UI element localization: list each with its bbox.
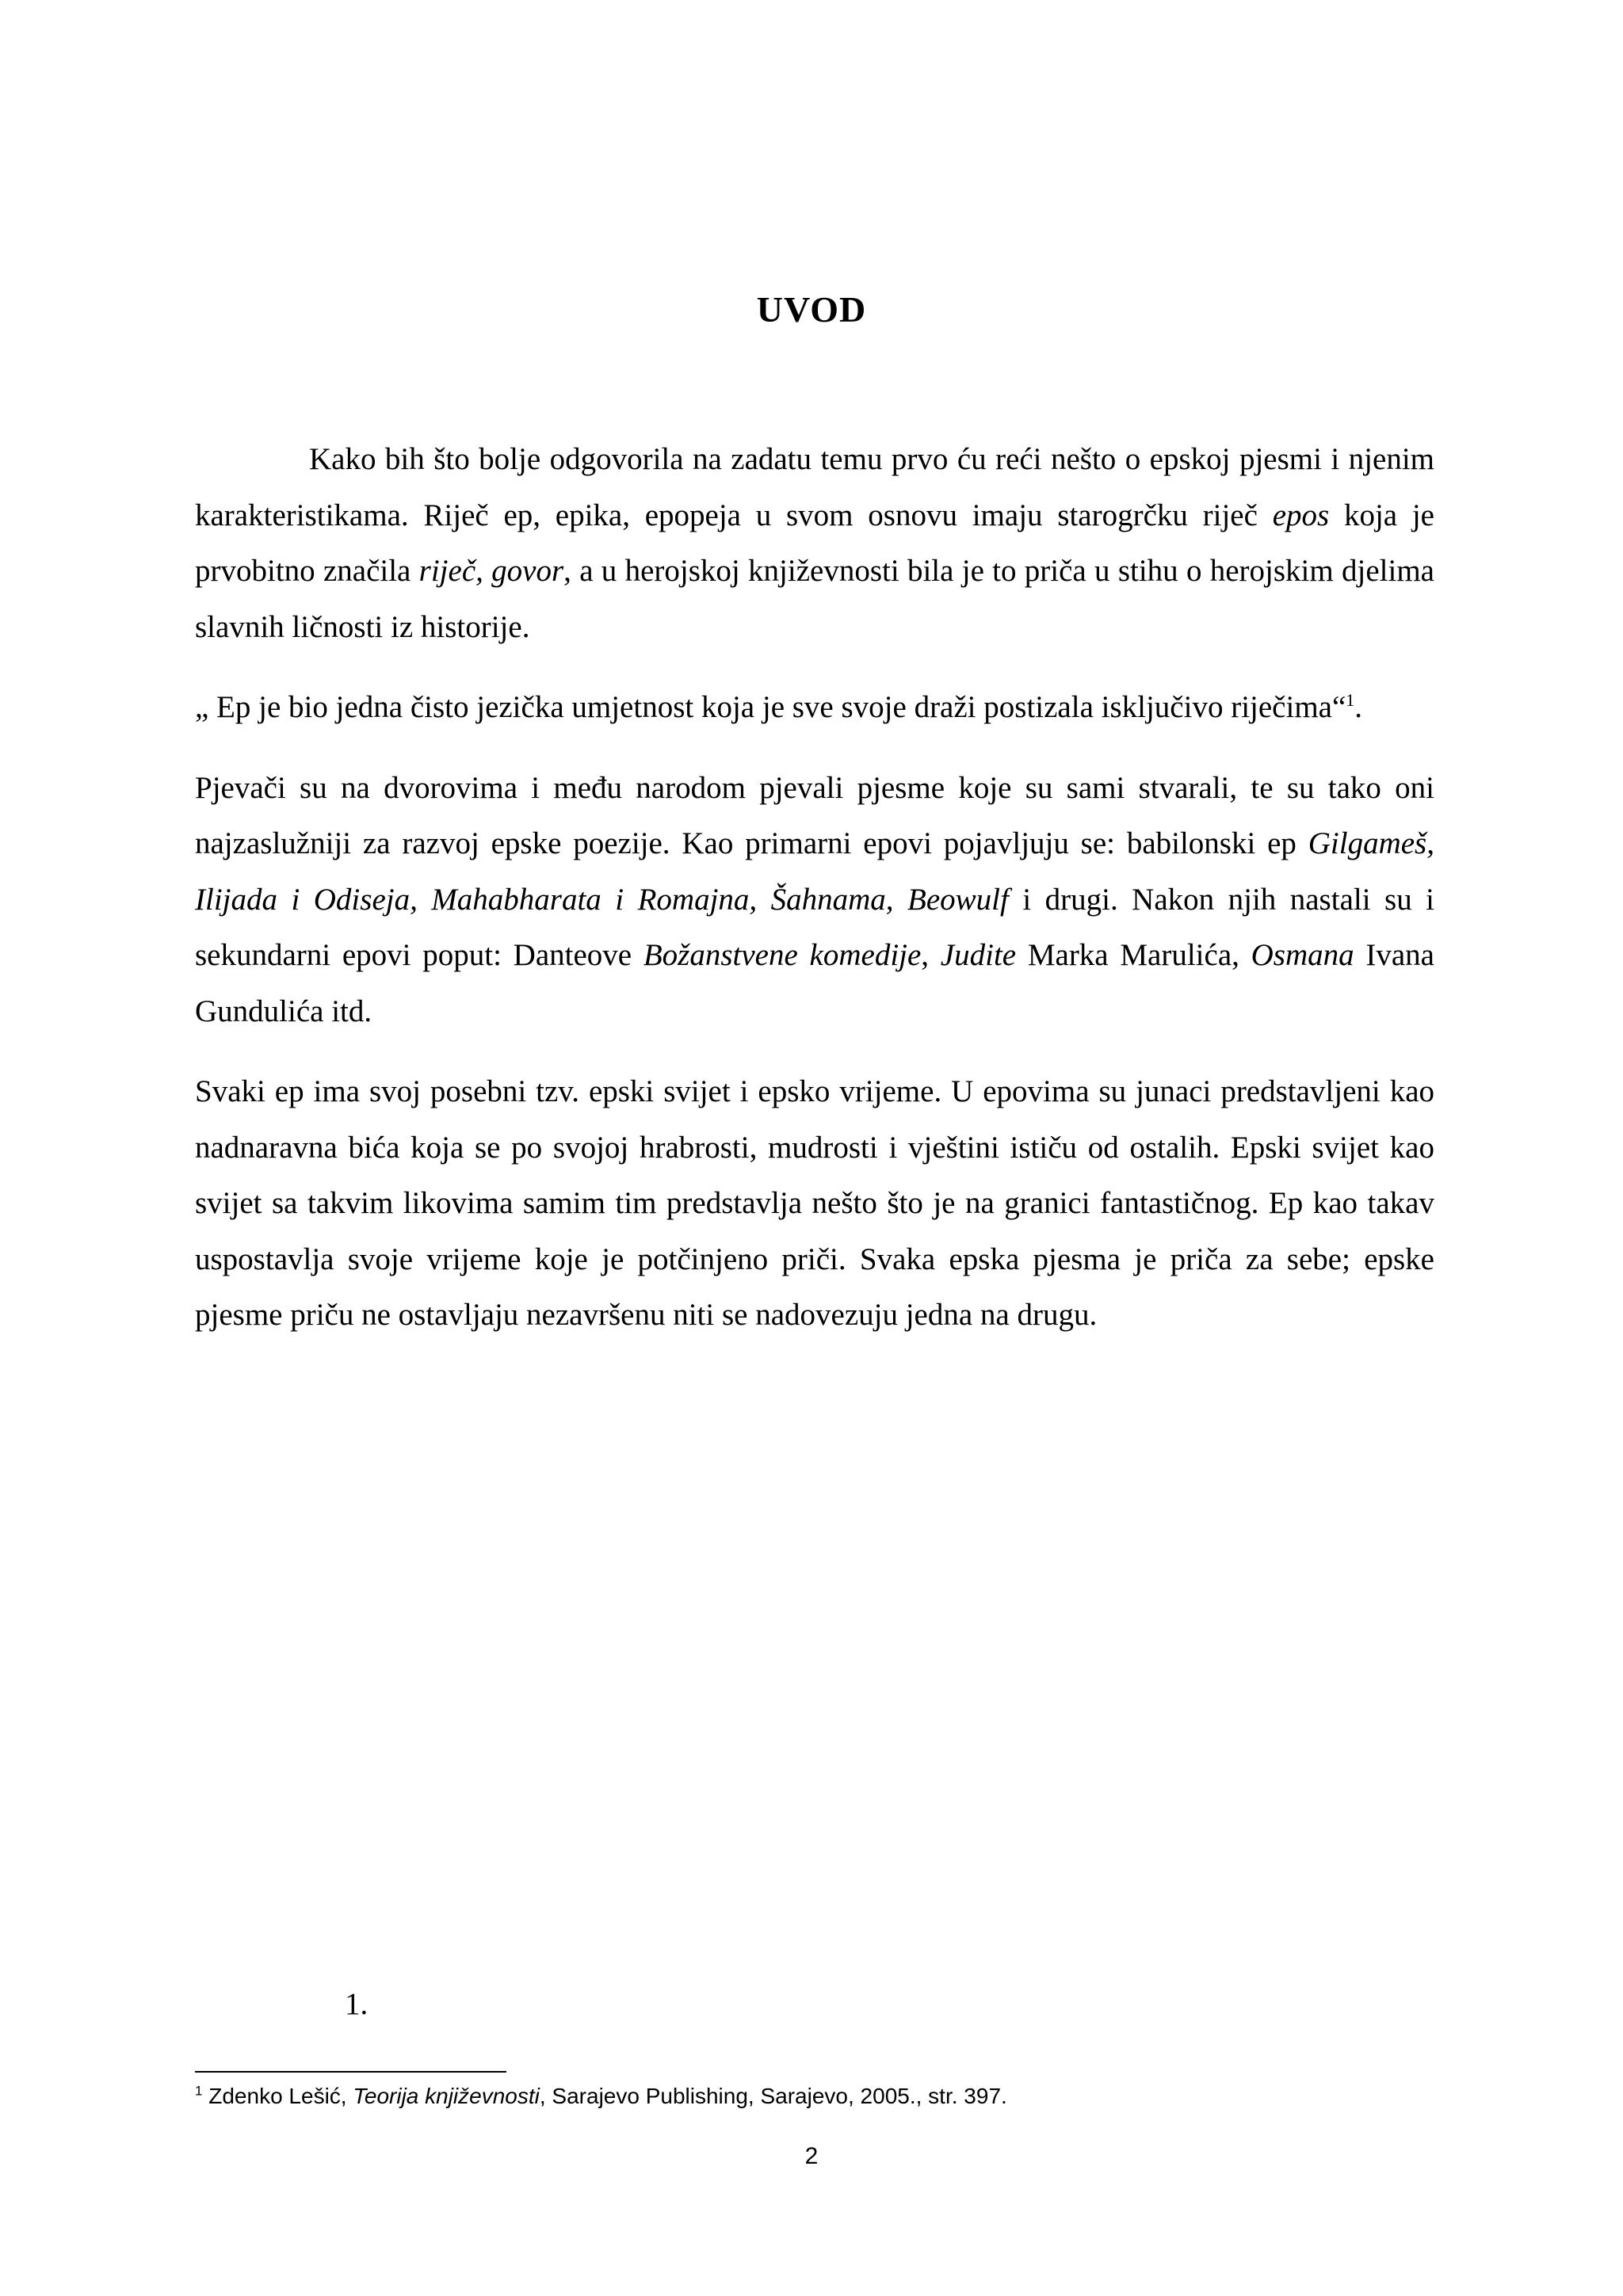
body-text [195,432,1434,1368]
text-run: Kako bih što bolje odgovorila na zadatu temu prvo ću reći nešto o epskoj pjesmi i njenim karakteristikama. Riječ ep, epika, epopeja u svom osnovu imaju starogrčku riječ [195,442,1434,532]
footnote-text: Zdenko Lešić, [202,2084,353,2108]
text-run: Ivana Gundulića itd. [195,938,1434,1028]
footnote-book-title: Teorija književnosti [353,2084,540,2108]
text-run: Svaki ep ima svoj posebni tzv. epski svijet i epsko vrijeme. U epovima su junaci predstavljeni kao nadnaravna bića koja se po svojoj hrabrosti, mudrosti i vještini ističu od ostalih. Epski svijet kao svijet sa takvim likovima samim tim predstavlja nešto što je na granici fantastičnog. Ep kao takav uspostavlja svoje vrijeme koje je potčinjeno priči. Svaka epska pjesma je priča za sebe; epske pjesme priču ne ostavljaju nezavršenu niti se nadovezuju jedna na drugu. [195,1074,1434,1332]
italic-term: riječ, govor [418,554,564,588]
text-run: koja je prvobitno značila [195,498,1434,588]
paragraph-epics [195,761,1434,1040]
italic-title: Judite [940,938,1017,972]
text-run: . [1354,690,1363,724]
italic-titles: Gilgameš, Ilijada i Odiseja, Mahabharata i Romajna, Šahnama, Beowulf [195,826,1434,917]
italic-term: epos [1272,498,1330,532]
page-title: UVOD [756,288,867,330]
footnote-separator [195,2071,506,2073]
footnote [195,2081,1434,2112]
page-number: 2 [804,2143,819,2169]
footnote-mark: 1 [195,2083,203,2099]
paragraph-epic-world [195,1064,1434,1344]
text-run: Marka Marulića, [1016,938,1251,972]
text-run: i drugi. Nakon njih nastali su i sekundarni epovi poput: Danteove [195,882,1435,972]
paragraph-intro [195,432,1434,655]
list-marker: 1. [345,1987,369,2021]
italic-title: Božanstvene komedije [643,938,922,972]
italic-title: Osmana [1251,938,1354,972]
text-run: , a u herojskoj književnosti bila je to priča u stihu o herojskim djelima slavnih ličnosti iz historije. [195,554,1434,644]
paragraph-quote [195,680,1434,736]
footnote-reference[interactable]: 1 [1346,690,1355,710]
text-run: , [921,938,941,972]
text-run: Pjevači su na dvorovima i među narodom pjevali pjesme koje su sami stvarali, te su tako oni najzaslužniji za razvoj epske poezije. Kao primarni epovi pojavljuju se: babilonski ep [195,770,1434,860]
footnote-text: , Sarajevo Publishing, Sarajevo, 2005., str. 397. [539,2084,1007,2108]
quote-text: „ Ep je bio jedna čisto jezička umjetnost koja je sve svoje draži postizala isključivo riječima“ [195,690,1346,724]
